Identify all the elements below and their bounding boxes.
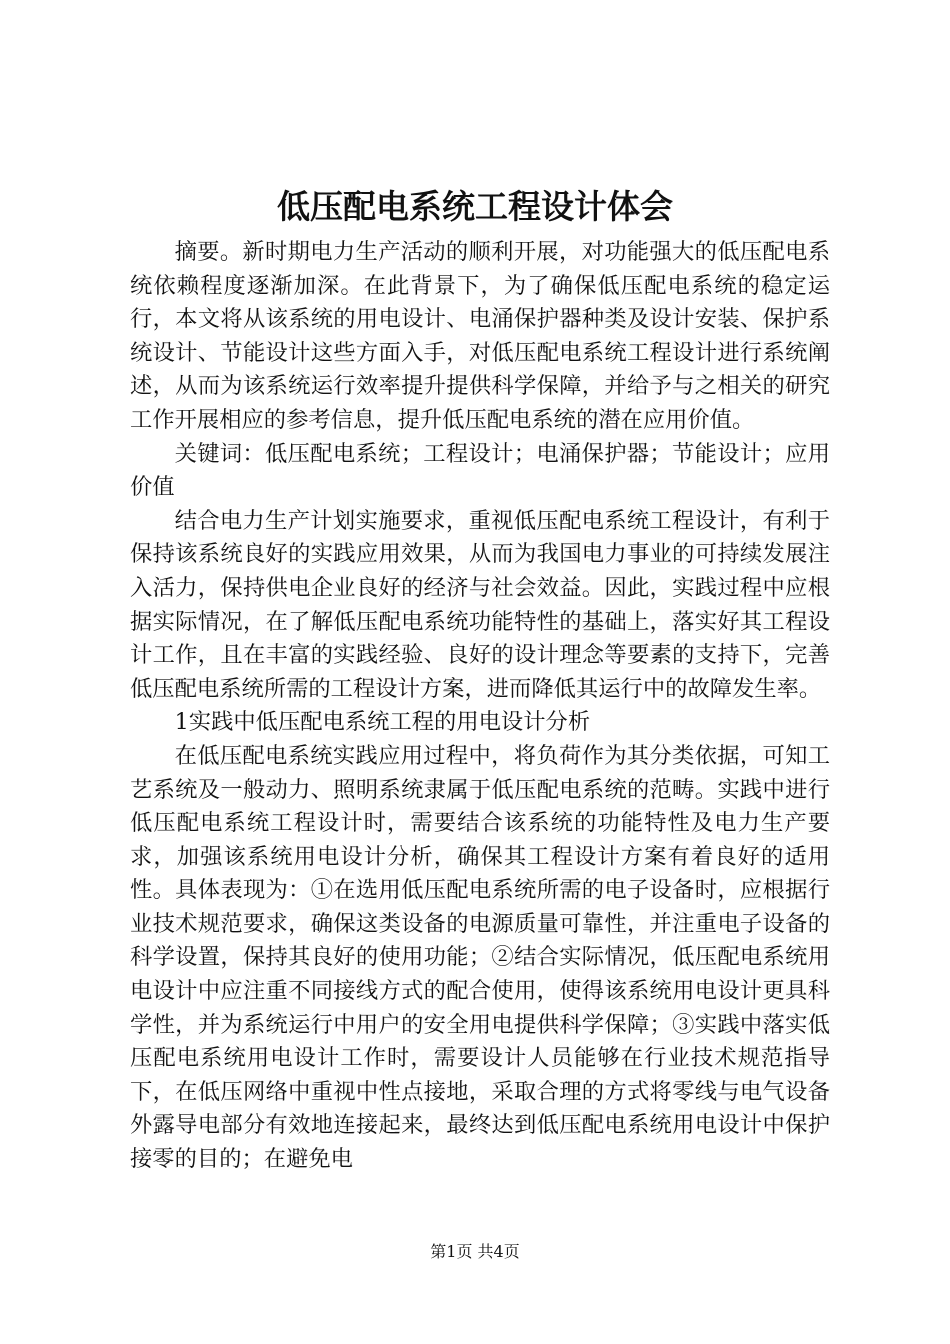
intro-paragraph: 结合电力生产计划实施要求，重视低压配电系统工程设计，有利于保持该系统良好的实践应用效果，从而为我国电力事业的可持续发展注入活力，保持供电企业良好的经济与社会效益。因此，实践过程中应根据实际情况，在了解低压配电系统功能特性的基础上，落实好其工程设计工作，且在丰富的实践经验、良好的设计理念等要素的支持下，完善低压配电系统所需的工程设计方案，进而降低其运行中的故障发生率。 bbox=[130, 507, 830, 702]
abstract-paragraph: 摘要。新时期电力生产活动的顺利开展，对功能强大的低压配电系统依赖程度逐渐加深。在此背景下，为了确保低压配电系统的稳定运行，本文将从该系统的用电设计、电涌保护器种类及设计安装、保护系统设计、节能设计这些方面入手，对低压配电系统工程设计进行系统阐述，从而为该系统运行效率提升提供科学保障，并给予与之相关的研究工作开展相应的参考信息，提升低压配电系统的潜在应用价值。 bbox=[130, 239, 830, 433]
section-heading: 1实践中低压配电系统工程的用电设计分析 bbox=[174, 709, 591, 736]
document-body bbox=[130, 236, 830, 1177]
keywords-paragraph: 关键词：低压配电系统；工程设计；电涌保护器；节能设计；应用价值 bbox=[130, 440, 830, 501]
page-footer: 第1页 共4页 bbox=[430, 1242, 520, 1261]
section-paragraph: 在低压配电系统实践应用过程中，将负荷作为其分类依据，可知工艺系统及一般动力、照明系统隶属于低压配电系统的范畴。实践中进行低压配电系统工程设计时，需要结合该系统的功能特性及电力生产要求，加强该系统用电设计分析，确保其工程设计方案有着良好的适用性。具体表现为：①在选用低压配电系统所需的电子设备时，应根据行业技术规范要求，确保这类设备的电源质量可靠性，并注重电子设备的科学设置，保持其良好的使用功能；②结合实际情况，低压配电系统用电设计中应注重不同接线方式的配合使用，使得该系统用电设计更具科学性，并为系统运行中用户的安全用电提供科学保障；③实践中落实低压配电系统用电设计工作时，需要设计人员能够在行业技术规范指导下，在低压网络中重视中性点接地，采取合理的方式将零线与电气设备外露导电部分有效地连接起来，最终达到低压配电系统用电设计中保护接零的目的；在避免电 bbox=[130, 742, 830, 1173]
document-title: 低压配电系统工程设计体会 bbox=[277, 187, 673, 226]
